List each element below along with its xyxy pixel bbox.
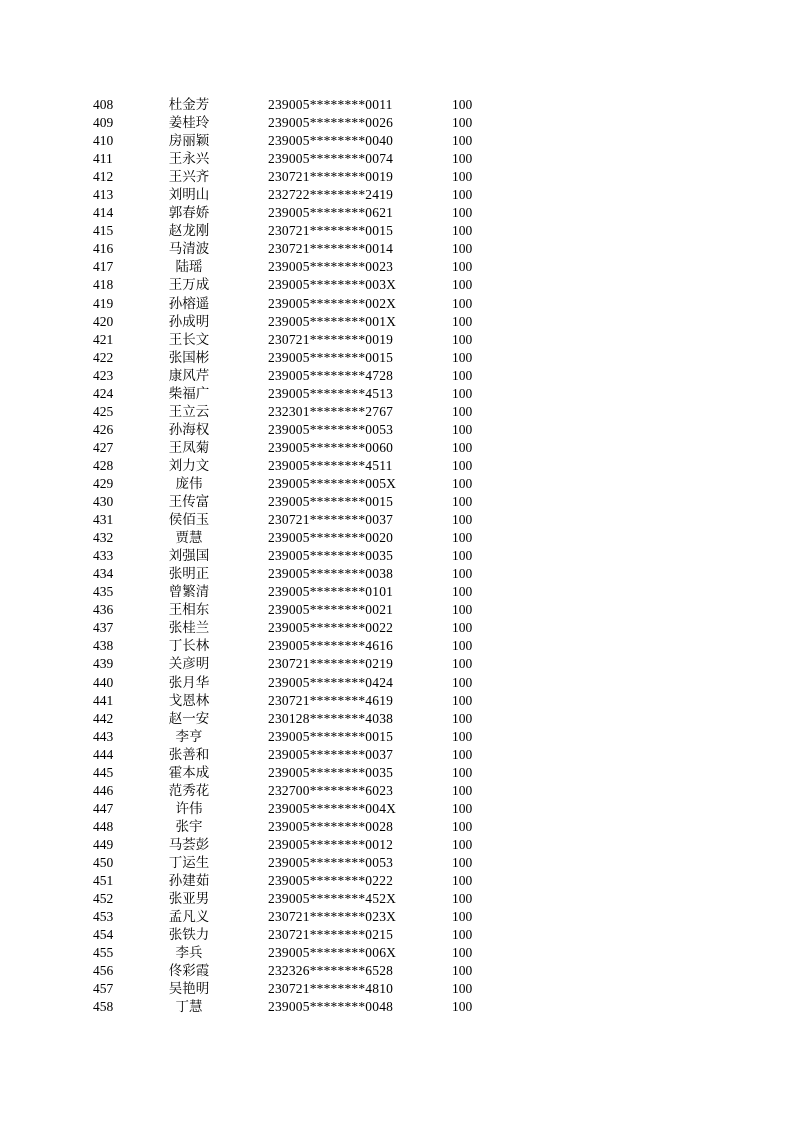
name-cell: 吴艳明 [168, 981, 210, 998]
row-number-cell: 449 [93, 836, 114, 852]
name-cell: 孙成明 [168, 313, 210, 330]
name-cell: 李兵 [175, 945, 203, 962]
table-row [0, 583, 793, 601]
table-row [0, 457, 793, 475]
row-number-cell: 432 [93, 530, 114, 546]
row-number-cell: 448 [93, 818, 114, 834]
name-cell: 姜桂玲 [168, 115, 210, 132]
name-cell: 丁长林 [168, 638, 210, 655]
row-number-cell: 437 [93, 620, 114, 636]
table-row [0, 385, 793, 403]
table-row [0, 926, 793, 944]
row-number-cell: 420 [93, 313, 114, 329]
id-number-cell: 232326********6528 [268, 963, 394, 979]
data-table [0, 96, 793, 1016]
name-cell: 孙海权 [168, 421, 210, 438]
row-number-cell: 457 [93, 981, 114, 997]
amount-cell: 100 [452, 367, 473, 383]
row-number-cell: 425 [93, 403, 114, 419]
row-number-cell: 435 [93, 584, 114, 600]
table-row [0, 836, 793, 854]
id-number-cell: 239005********0053 [268, 421, 394, 437]
name-cell: 张明正 [168, 566, 210, 583]
table-row [0, 800, 793, 818]
row-number-cell: 436 [93, 602, 114, 618]
id-number-cell: 230721********4619 [268, 692, 394, 708]
table-row [0, 655, 793, 673]
id-number-cell: 232301********2767 [268, 403, 394, 419]
table-row [0, 493, 793, 511]
amount-cell: 100 [452, 800, 473, 816]
row-number-cell: 418 [93, 277, 114, 293]
id-number-cell: 239005********0035 [268, 548, 394, 564]
amount-cell: 100 [452, 999, 473, 1015]
row-number-cell: 408 [93, 97, 114, 112]
name-cell: 王兴齐 [168, 169, 210, 186]
amount-cell: 100 [452, 169, 473, 185]
amount-cell: 100 [452, 620, 473, 636]
name-cell: 刘强国 [168, 548, 210, 565]
table-row [0, 674, 793, 692]
row-number-cell: 429 [93, 475, 114, 491]
row-number-cell: 434 [93, 566, 114, 582]
id-number-cell: 239005********4728 [268, 367, 394, 383]
id-number-cell: 239005********0074 [268, 151, 394, 167]
name-cell: 张铁力 [168, 927, 210, 944]
name-cell: 马荟彭 [168, 836, 210, 853]
id-number-cell: 232722********2419 [268, 187, 394, 203]
table-row [0, 114, 793, 132]
amount-cell: 100 [452, 764, 473, 780]
table-row [0, 276, 793, 294]
id-number-cell: 239005********0101 [268, 584, 394, 600]
name-cell: 陆瑶 [175, 259, 203, 276]
name-cell: 王凤菊 [168, 439, 210, 456]
row-number-cell: 413 [93, 187, 114, 203]
name-cell: 孟凡义 [168, 909, 210, 926]
amount-cell: 100 [452, 439, 473, 455]
table-row [0, 637, 793, 655]
id-number-cell: 239005********0022 [268, 620, 394, 636]
row-number-cell: 422 [93, 349, 114, 365]
table-row [0, 403, 793, 421]
row-number-cell: 446 [93, 782, 114, 798]
name-cell: 王永兴 [168, 151, 210, 168]
table-row [0, 313, 793, 331]
row-number-cell: 427 [93, 439, 114, 455]
id-number-cell: 232700********6023 [268, 782, 394, 798]
amount-cell: 100 [452, 963, 473, 979]
row-number-cell: 419 [93, 295, 114, 311]
amount-cell: 100 [452, 945, 473, 961]
row-number-cell: 416 [93, 241, 114, 257]
table-row [0, 511, 793, 529]
amount-cell: 100 [452, 602, 473, 618]
id-number-cell: 230721********0015 [268, 223, 394, 239]
row-number-cell: 453 [93, 909, 114, 925]
id-number-cell: 239005********0424 [268, 674, 394, 690]
id-number-cell: 239005********0048 [268, 999, 394, 1015]
row-number-cell: 433 [93, 548, 114, 564]
name-cell: 杜金芳 [168, 97, 210, 113]
row-number-cell: 410 [93, 133, 114, 149]
id-number-cell: 230721********0219 [268, 656, 394, 672]
table-row [0, 204, 793, 222]
amount-cell: 100 [452, 205, 473, 221]
id-number-cell: 239005********0011 [268, 97, 393, 112]
amount-cell: 100 [452, 512, 473, 528]
row-number-cell: 428 [93, 457, 114, 473]
id-number-cell: 239005********0015 [268, 728, 394, 744]
table-row [0, 258, 793, 276]
amount-cell: 100 [452, 277, 473, 293]
name-cell: 许伟 [175, 800, 203, 817]
amount-cell: 100 [452, 457, 473, 473]
id-number-cell: 230721********0037 [268, 512, 394, 528]
row-number-cell: 430 [93, 494, 114, 510]
name-cell: 王万成 [168, 277, 210, 294]
table-row [0, 782, 793, 800]
amount-cell: 100 [452, 782, 473, 798]
id-number-cell: 239005********0040 [268, 133, 394, 149]
table-row [0, 331, 793, 349]
row-number-cell: 431 [93, 512, 114, 528]
table-row [0, 998, 793, 1016]
id-number-cell: 239005********0020 [268, 530, 394, 546]
row-number-cell: 451 [93, 873, 114, 889]
amount-cell: 100 [452, 331, 473, 347]
name-cell: 王传富 [168, 494, 210, 511]
id-number-cell: 239005********005X [268, 475, 397, 491]
table-row [0, 601, 793, 619]
row-number-cell: 426 [93, 421, 114, 437]
amount-cell: 100 [452, 421, 473, 437]
amount-cell: 100 [452, 873, 473, 889]
amount-cell: 100 [452, 909, 473, 925]
table-row [0, 746, 793, 764]
row-number-cell: 409 [93, 115, 114, 131]
id-number-cell: 230721********4810 [268, 981, 394, 997]
name-cell: 丁运生 [168, 854, 210, 871]
row-number-cell: 442 [93, 710, 114, 726]
name-cell: 王相东 [168, 602, 210, 619]
id-number-cell: 239005********0015 [268, 494, 394, 510]
name-cell: 戈恩林 [168, 692, 210, 709]
name-cell: 张亚男 [168, 891, 210, 908]
amount-cell: 100 [452, 927, 473, 943]
row-number-cell: 440 [93, 674, 114, 690]
amount-cell: 100 [452, 891, 473, 907]
row-number-cell: 454 [93, 927, 114, 943]
row-number-cell: 445 [93, 764, 114, 780]
row-number-cell: 417 [93, 259, 114, 275]
row-number-cell: 414 [93, 205, 114, 221]
id-number-cell: 230721********0019 [268, 331, 394, 347]
name-cell: 张宇 [175, 818, 203, 835]
row-number-cell: 441 [93, 692, 114, 708]
name-cell: 张月华 [168, 674, 210, 691]
amount-cell: 100 [452, 674, 473, 690]
id-number-cell: 239005********0012 [268, 836, 394, 852]
name-cell: 马清波 [168, 241, 210, 258]
row-number-cell: 443 [93, 728, 114, 744]
table-row [0, 908, 793, 926]
amount-cell: 100 [452, 530, 473, 546]
row-number-cell: 458 [93, 999, 114, 1015]
id-number-cell: 239005********4616 [268, 638, 394, 654]
table-row [0, 890, 793, 908]
amount-cell: 100 [452, 187, 473, 203]
amount-cell: 100 [452, 548, 473, 564]
table-row [0, 295, 793, 313]
name-cell: 王长文 [168, 331, 210, 348]
name-cell: 郭春娇 [168, 205, 210, 222]
amount-cell: 100 [452, 566, 473, 582]
amount-cell: 100 [452, 981, 473, 997]
row-number-cell: 415 [93, 223, 114, 239]
amount-cell: 100 [452, 656, 473, 672]
amount-cell: 100 [452, 133, 473, 149]
amount-cell: 100 [452, 385, 473, 401]
table-row [0, 710, 793, 728]
table-row [0, 475, 793, 493]
id-number-cell: 239005********452X [268, 891, 397, 907]
table-row [0, 692, 793, 710]
name-cell: 丁慧 [175, 999, 203, 1016]
id-number-cell: 239005********0015 [268, 349, 394, 365]
amount-cell: 100 [452, 692, 473, 708]
row-number-cell: 424 [93, 385, 114, 401]
row-number-cell: 447 [93, 800, 114, 816]
amount-cell: 100 [452, 259, 473, 275]
name-cell: 霍本成 [168, 764, 210, 781]
name-cell: 赵龙刚 [168, 223, 210, 240]
amount-cell: 100 [452, 710, 473, 726]
id-number-cell: 239005********0037 [268, 746, 394, 762]
name-cell: 刘力文 [168, 457, 210, 474]
table-row [0, 764, 793, 782]
name-cell: 刘明山 [168, 187, 210, 204]
id-number-cell: 239005********006X [268, 945, 397, 961]
id-number-cell: 230721********0014 [268, 241, 394, 257]
amount-cell: 100 [452, 295, 473, 311]
amount-cell: 100 [452, 638, 473, 654]
id-number-cell: 239005********4511 [268, 457, 393, 473]
row-number-cell: 452 [93, 891, 114, 907]
id-number-cell: 230721********0019 [268, 169, 394, 185]
row-number-cell: 456 [93, 963, 114, 979]
id-number-cell: 239005********0035 [268, 764, 394, 780]
name-cell: 孙榕遥 [168, 295, 210, 312]
table-row [0, 619, 793, 637]
table-row [0, 132, 793, 150]
name-cell: 贾慧 [175, 530, 203, 547]
amount-cell: 100 [452, 97, 473, 112]
amount-cell: 100 [452, 854, 473, 870]
id-number-cell: 239005********001X [268, 313, 397, 329]
name-cell: 张桂兰 [168, 620, 210, 637]
name-cell: 孙建茹 [168, 873, 210, 890]
id-number-cell: 230128********4038 [268, 710, 394, 726]
name-cell: 王立云 [168, 403, 210, 420]
amount-cell: 100 [452, 223, 473, 239]
id-number-cell: 239005********0028 [268, 818, 394, 834]
amount-cell: 100 [452, 349, 473, 365]
table-row [0, 980, 793, 998]
id-number-cell: 239005********0023 [268, 259, 394, 275]
id-number-cell: 239005********0621 [268, 205, 394, 221]
name-cell: 佟彩霞 [168, 963, 210, 980]
row-number-cell: 450 [93, 854, 114, 870]
name-cell: 庞伟 [175, 475, 203, 492]
id-number-cell: 239005********0021 [268, 602, 394, 618]
table-row [0, 240, 793, 258]
row-number-cell: 455 [93, 945, 114, 961]
row-number-cell: 423 [93, 367, 114, 383]
table-row [0, 547, 793, 565]
row-number-cell: 412 [93, 169, 114, 185]
table-row [0, 565, 793, 583]
name-cell: 张善和 [168, 746, 210, 763]
table-row [0, 222, 793, 240]
amount-cell: 100 [452, 584, 473, 600]
table-row [0, 96, 793, 114]
id-number-cell: 230721********023X [268, 909, 397, 925]
row-number-cell: 411 [93, 151, 113, 167]
name-cell: 关彦明 [168, 656, 210, 673]
row-number-cell: 421 [93, 331, 114, 347]
id-number-cell: 239005********0038 [268, 566, 394, 582]
table-row [0, 367, 793, 385]
amount-cell: 100 [452, 313, 473, 329]
row-number-cell: 444 [93, 746, 114, 762]
name-cell: 康风芹 [168, 367, 210, 384]
table-row [0, 439, 793, 457]
table-row [0, 944, 793, 962]
id-number-cell: 239005********0026 [268, 115, 394, 131]
name-cell: 房丽颖 [168, 133, 210, 150]
id-number-cell: 239005********004X [268, 800, 397, 816]
table-row [0, 150, 793, 168]
amount-cell: 100 [452, 836, 473, 852]
id-number-cell: 239005********0053 [268, 854, 394, 870]
amount-cell: 100 [452, 115, 473, 131]
id-number-cell: 230721********0215 [268, 927, 394, 943]
id-number-cell: 239005********003X [268, 277, 397, 293]
name-cell: 赵一安 [168, 710, 210, 727]
table-row [0, 168, 793, 186]
name-cell: 侯佰玉 [168, 512, 210, 529]
amount-cell: 100 [452, 403, 473, 419]
table-row [0, 186, 793, 204]
amount-cell: 100 [452, 241, 473, 257]
id-number-cell: 239005********0060 [268, 439, 394, 455]
table-row [0, 529, 793, 547]
table-row [0, 728, 793, 746]
amount-cell: 100 [452, 151, 473, 167]
table-row [0, 818, 793, 836]
amount-cell: 100 [452, 728, 473, 744]
name-cell: 范秀花 [168, 782, 210, 799]
amount-cell: 100 [452, 746, 473, 762]
table-row [0, 854, 793, 872]
table-row [0, 872, 793, 890]
name-cell: 张国彬 [168, 349, 210, 366]
row-number-cell: 438 [93, 638, 114, 654]
amount-cell: 100 [452, 494, 473, 510]
table-row [0, 962, 793, 980]
id-number-cell: 239005********0222 [268, 873, 394, 889]
name-cell: 李亨 [175, 728, 203, 745]
id-number-cell: 239005********4513 [268, 385, 394, 401]
id-number-cell: 239005********002X [268, 295, 397, 311]
name-cell: 曾繁清 [168, 584, 210, 601]
amount-cell: 100 [452, 475, 473, 491]
name-cell: 柴福广 [168, 385, 210, 402]
row-number-cell: 439 [93, 656, 114, 672]
table-row [0, 421, 793, 439]
table-row [0, 349, 793, 367]
amount-cell: 100 [452, 818, 473, 834]
